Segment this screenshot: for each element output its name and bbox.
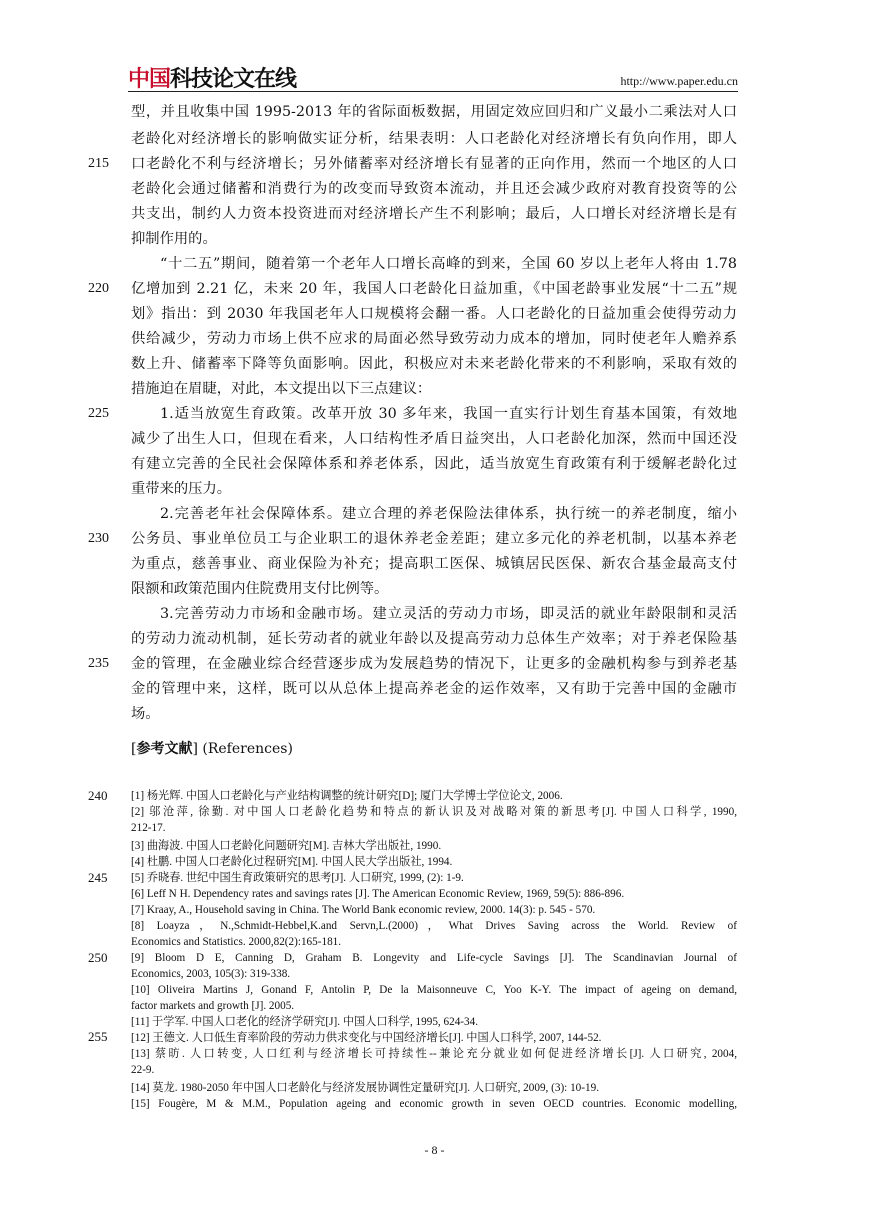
reference-line: [4] 杜鹏. 中国人口老龄化过程研究[M]. 中国人民大学出版社, 1994. bbox=[131, 856, 453, 868]
reference-line: [10] Oliveira Martins J, Gonand F, Antolin P, De la Maisonneuve C, Yoo K-Y. The impact of ageing on demand, bbox=[131, 984, 737, 996]
body-line: 型，并且收集中国 1995-2013 年的省际面板数据，用固定效应回归和广义最小二乘法对人口 bbox=[131, 104, 737, 120]
page-number: - 8 - bbox=[424, 1143, 445, 1157]
body-line: 供给减少，劳动力市场上供不应求的局面必然导致劳动力成本的增加，同时使老年人赡养系 bbox=[131, 331, 737, 347]
reference-line: [5] 乔晓春. 世纪中国生育政策研究的思考[J]. 人口研究, 1999, (2): 1-9. bbox=[131, 872, 464, 884]
logo-text-part2: 科技论文在线 bbox=[170, 67, 297, 92]
heading-bracket: [ bbox=[131, 741, 137, 757]
heading-bold-text: 参考文献 bbox=[136, 741, 193, 757]
body-line: 老龄化对经济增长的影响做实证分析，结果表明：人口老龄化对经济增长有负向作用，即人 bbox=[131, 131, 737, 147]
body-line: 公务员、事业单位员工与企业职工的退休养老金差距；建立多元化的养老机制，以基本养老 bbox=[131, 531, 737, 547]
reference-line: Economics and Statistics. 2000,82(2):165-181. bbox=[131, 936, 342, 948]
line-number: 250 bbox=[88, 950, 108, 965]
body-line: 2.完善老年社会保障体系。建立合理的养老保险法律体系，执行统一的养老制度，缩小 bbox=[160, 506, 737, 522]
heading-english: (References) bbox=[197, 741, 293, 757]
reference-line: [7] Kraay, A., Household saving in China. The World Bank economic review, 2000. 14(3): p. 545 - 570. bbox=[131, 904, 596, 916]
body-line: 金的管理，在金融业综合经营逐步成为发展趋势的情况下，让更多的金融机构参与到养老基 bbox=[131, 656, 737, 672]
references-heading bbox=[131, 738, 293, 758]
body-line: 限额和政策范围内住院费用支付比例等。 bbox=[131, 581, 389, 597]
reference-line: [2] 邬沧萍, 徐勤. 对中国人口老龄化趋势和特点的新认识及对战略对策的新思考[J]. 中国人口科学, 1990, bbox=[131, 806, 737, 818]
body-line: 1.适当放宽生育政策。改革开放 30 多年来，我国一直实行计划生育基本国策，有效地 bbox=[160, 406, 737, 422]
body-line: 为重点，慈善事业、商业保险为补充；提高职工医保、城镇居民医保、新农合基金最高支付 bbox=[131, 556, 737, 572]
body-line: 亿增加到 2.21 亿，未来 20 年，我国人口老龄化日益加重，《中国老龄事业发展“十二五”规 bbox=[131, 281, 737, 297]
reference-line: 212-17. bbox=[131, 822, 166, 834]
line-number: 220 bbox=[88, 281, 109, 296]
line-number: 230 bbox=[88, 531, 109, 546]
logo-text-part1: 中国 bbox=[128, 67, 171, 92]
line-number: 245 bbox=[88, 870, 108, 885]
reference-line: [13] 蔡昉. 人口转变, 人口红利与经济增长可持续性--兼论充分就业如何促进经济增长[J]. 人口研究, 2004, bbox=[131, 1048, 737, 1060]
reference-line: Economics, 2003, 105(3): 319-338. bbox=[131, 968, 291, 980]
reference-line: [6] Leff N H. Dependency rates and savings rates [J]. The American Economic Review, 1969, 59(5): 886-896. bbox=[131, 888, 625, 900]
line-number: 240 bbox=[88, 788, 108, 803]
body-line: 数上升、储蓄率下降等负面影响。因此，积极应对未来老龄化带来的不利影响，采取有效的 bbox=[131, 356, 737, 372]
header-divider bbox=[128, 91, 738, 92]
body-line: “十二五”期间，随着第一个老年人口增长高峰的到来，全国 60 岁以上老年人将由 1.78 bbox=[160, 256, 737, 272]
body-line: 措施迫在眉睫，对此，本文提出以下三点建议： bbox=[131, 381, 432, 397]
body-line: 抑制作用的。 bbox=[131, 231, 217, 247]
body-line: 口老龄化不利与经济增长；另外储蓄率对经济增长有显著的正向作用，然而一个地区的人口 bbox=[131, 156, 737, 172]
reference-line: [3] 曲海波. 中国人口老龄化问题研究[M]. 吉林大学出版社, 1990. bbox=[131, 840, 442, 852]
body-line: 金的管理中来，这样，既可以从总体上提高养老金的运作效率，又有助于完善中国的金融市 bbox=[131, 681, 737, 697]
heading-bracket: ] bbox=[192, 741, 198, 757]
body-line: 有建立完善的全民社会保障体系和养老体系，因此，适当放宽生育政策有利于缓解老龄化过 bbox=[131, 456, 737, 472]
reference-line: [1] 杨光辉. 中国人口老龄化与产业结构调整的统计研究[D]; 厦门大学博士学位论文, 2006. bbox=[131, 790, 563, 802]
reference-line: [12] 王德文. 人口低生育率阶段的劳动力供求变化与中国经济增长[J]. 中国人口科学, 2007, 144-52. bbox=[131, 1032, 602, 1044]
body-line: 减少了出生人口，但现在看来，人口结构性矛盾日益突出，人口老龄化加深，然而中国还没 bbox=[131, 431, 737, 447]
body-line: 重带来的压力。 bbox=[131, 481, 232, 497]
reference-line: [8] Loayza，N.,Schmidt-Hebbel,K.and Servn,L.(2000)，What Drives Saving across the World. Review of bbox=[131, 920, 737, 932]
site-logo bbox=[128, 62, 296, 93]
line-number: 215 bbox=[88, 156, 109, 171]
line-number: 255 bbox=[88, 1029, 108, 1044]
body-line: 老龄化会通过储蓄和消费行为的改变而导致资本流动，并且还会减少政府对教育投资等的公 bbox=[131, 181, 737, 197]
reference-line: factor markets and growth [J]. 2005. bbox=[131, 1000, 295, 1012]
line-number: 225 bbox=[88, 406, 109, 421]
header-url: http://www.paper.edu.cn bbox=[620, 74, 738, 88]
line-number: 235 bbox=[88, 656, 109, 671]
reference-line: [14] 莫龙. 1980-2050 年中国人口老龄化与经济发展协调性定量研究[J]. 人口研究, 2009, (3): 10-19. bbox=[131, 1082, 599, 1094]
body-line: 场。 bbox=[131, 706, 160, 722]
body-line: 的劳动力流动机制，延长劳动者的就业年龄以及提高劳动力总体生产效率；对于养老保险基 bbox=[131, 631, 737, 647]
reference-line: [15] Fougère, M & M.M., Population ageing and economic growth in seven OECD countries. Economic modelling, bbox=[131, 1098, 737, 1110]
reference-line: [11] 于学军. 中国人口老化的经济学研究[J]. 中国人口科学, 1995, 624-34. bbox=[131, 1016, 479, 1028]
reference-line: 22-9. bbox=[131, 1064, 155, 1076]
body-line: 共支出，制约人力资本投资进而对经济增长产生不利影响；最后，人口增长对经济增长是有 bbox=[131, 206, 737, 222]
body-line: 3.完善劳动力市场和金融市场。建立灵活的劳动力市场，即灵活的就业年龄限制和灵活 bbox=[160, 606, 737, 622]
reference-line: [9] Bloom D E, Canning D, Graham B. Longevity and Life‐cycle Savings [J]. The Scandinavian Journal of bbox=[131, 952, 737, 964]
body-line: 划》指出：到 2030 年我国老年人口规模将会翻一番。人口老龄化的日益加重会使得劳动力 bbox=[131, 306, 737, 322]
